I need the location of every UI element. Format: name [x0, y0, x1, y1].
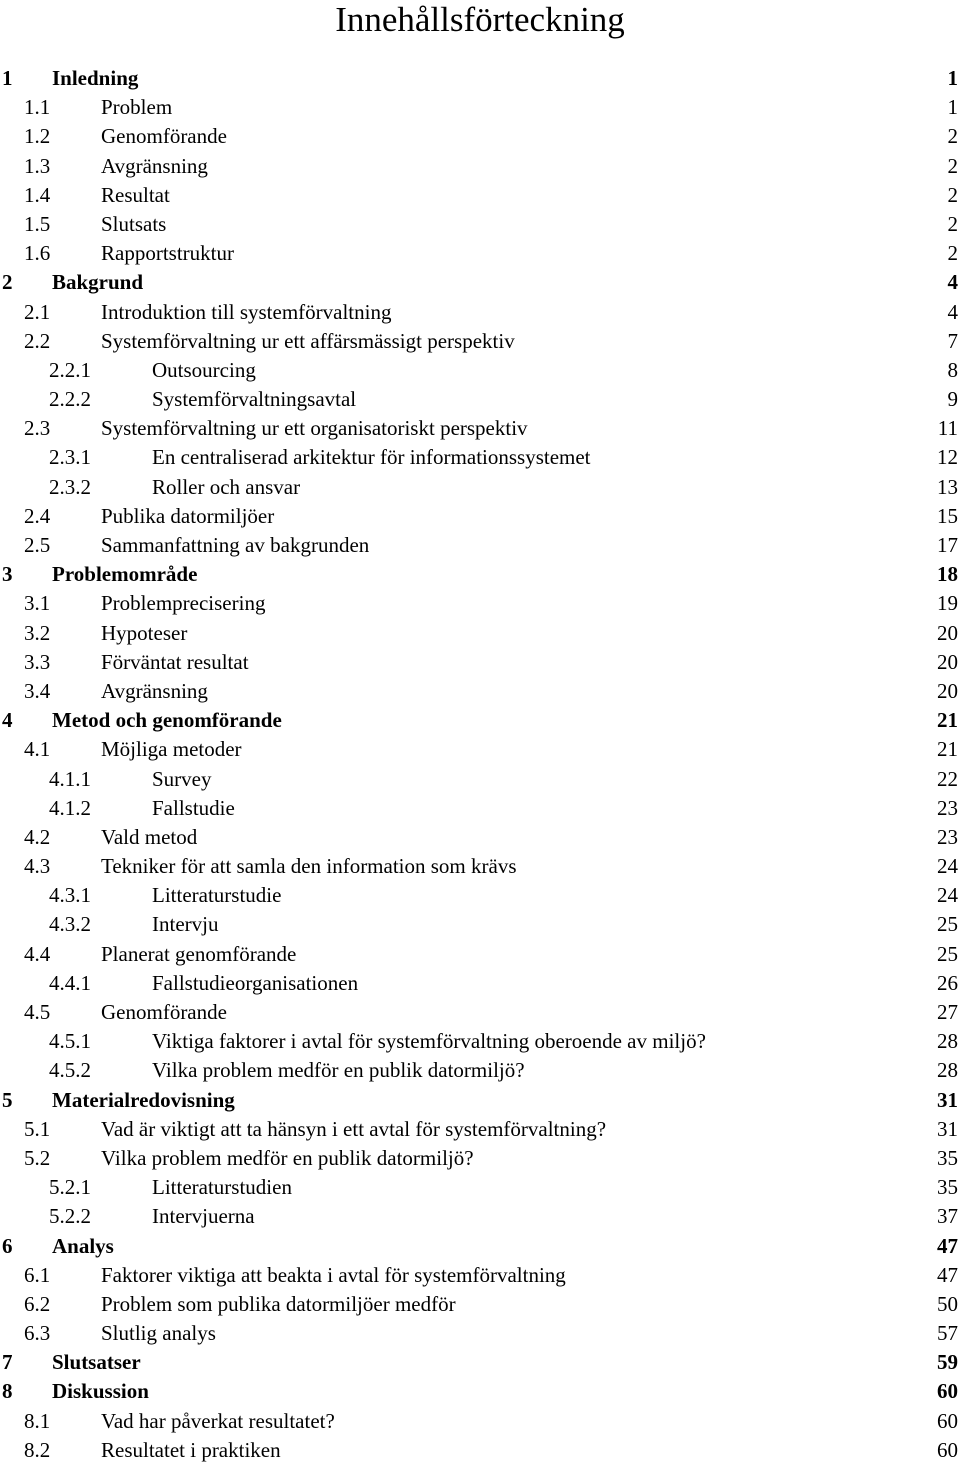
- toc-entry-title: Sammanfattning av bakgrunden: [101, 533, 370, 557]
- toc-entry[interactable]: [0, 64, 960, 93]
- toc-entry-page-number: 20: [937, 649, 958, 674]
- toc-entry-title: Förväntat resultat: [101, 649, 249, 674]
- toc-entry-title: Avgränsning: [101, 678, 208, 703]
- toc-entry-number: 1: [2, 66, 13, 90]
- toc-entry-number: 5.1: [24, 1116, 51, 1141]
- toc-entry-title: Resultat: [101, 182, 170, 207]
- toc-entry-page-number: 24: [937, 883, 958, 908]
- toc-entry-number: 6: [2, 1233, 13, 1258]
- toc-entry[interactable]: [0, 794, 960, 823]
- toc-entry[interactable]: [0, 210, 960, 239]
- toc-entry-page-number: 12: [937, 445, 958, 470]
- toc-entry-title: Resultatet i praktiken: [101, 1437, 281, 1462]
- toc-entry-title: Materialredovisning: [52, 1087, 235, 1112]
- toc-entry-number: 4.1: [24, 737, 51, 762]
- toc-entry-title: Inledning: [52, 66, 139, 90]
- toc-entry-title: Viktiga faktorer i avtal för systemförvaltning oberoende av miljö?: [152, 1029, 706, 1054]
- table-of-contents: [0, 64, 960, 1465]
- toc-entry-title: Litteraturstudie: [152, 883, 282, 908]
- toc-entry-number: 1.1: [24, 95, 51, 120]
- toc-entry-title: Tekniker för att samla den information som krävs: [101, 854, 517, 879]
- toc-entry-page-number: 13: [937, 474, 958, 499]
- toc-entry-number: 5: [2, 1087, 13, 1112]
- toc-entry-number: 2.3.2: [49, 474, 91, 499]
- toc-entry-title: Systemförvaltningsavtal: [152, 387, 357, 412]
- toc-entry-page-number: 15: [937, 503, 958, 528]
- toc-entry-number: 3.1: [24, 591, 51, 616]
- toc-entry-title: Problemprecisering: [101, 591, 266, 616]
- toc-entry-number: 7: [2, 1350, 13, 1375]
- toc-entry-number: 4.4.1: [49, 970, 91, 995]
- toc-entry[interactable]: [0, 1202, 960, 1231]
- toc-entry-number: 4.1.1: [49, 766, 91, 791]
- toc-entry-page-number: 18: [937, 562, 958, 587]
- toc-entry-title: Metod och genomförande: [52, 708, 282, 733]
- toc-entry-title: Problemområde: [52, 562, 198, 587]
- toc-entry[interactable]: [0, 239, 960, 268]
- toc-entry-number: 3.3: [24, 649, 51, 674]
- toc-entry-number: 8: [2, 1379, 13, 1404]
- toc-entry-title: Rapportstruktur: [101, 241, 234, 266]
- toc-entry-title: Slutsatser: [52, 1350, 141, 1375]
- toc-entry[interactable]: [0, 385, 960, 414]
- toc-entry-title: Slutlig analys: [101, 1321, 216, 1346]
- toc-entry-number: 1.2: [24, 124, 51, 149]
- toc-entry-number: 2.3: [24, 416, 51, 441]
- toc-entry-number: 2.4: [24, 503, 51, 528]
- toc-entry-title: Intervju: [152, 912, 219, 937]
- toc-entry[interactable]: [0, 1086, 960, 1115]
- toc-entry[interactable]: [0, 1348, 960, 1377]
- toc-entry[interactable]: [0, 327, 960, 356]
- toc-entry-page-number: 2: [947, 241, 958, 266]
- toc-entry-title: Vad har påverkat resultatet?: [101, 1408, 335, 1433]
- toc-entry[interactable]: [0, 93, 960, 122]
- toc-entry[interactable]: [0, 443, 960, 472]
- toc-entry-page-number: 25: [937, 941, 958, 966]
- toc-entry-title: Vad är viktigt att ta hänsyn i ett avtal för systemförvaltning?: [101, 1116, 607, 1141]
- toc-entry-number: 4.3.1: [49, 883, 91, 908]
- toc-entry-title: Analys: [52, 1233, 114, 1258]
- toc-entry-number: 2.2.1: [49, 357, 91, 382]
- toc-entry-number: 1.4: [24, 182, 51, 207]
- toc-entry[interactable]: [0, 298, 960, 327]
- toc-entry-title: Problem: [101, 95, 173, 120]
- toc-entry-page-number: 37: [937, 1204, 958, 1229]
- toc-entry[interactable]: [0, 677, 960, 706]
- toc-entry[interactable]: [0, 1290, 960, 1319]
- toc-entry-page-number: 31: [937, 1116, 958, 1141]
- page-title: Innehållsförteckning: [335, 0, 625, 39]
- toc-entry-page-number: 21: [937, 737, 958, 762]
- toc-entry-number: 2.2: [24, 328, 51, 353]
- toc-entry[interactable]: [0, 268, 960, 297]
- toc-entry-page-number: 23: [937, 824, 958, 849]
- toc-entry[interactable]: [0, 152, 960, 181]
- toc-entry-page-number: 8: [947, 357, 958, 382]
- toc-entry-page-number: 2: [947, 124, 958, 149]
- toc-entry-title: Intervjuerna: [152, 1204, 255, 1229]
- toc-entry-number: 5.2.2: [49, 1204, 91, 1229]
- toc-entry-number: 2.1: [24, 299, 51, 324]
- toc-entry-title: Diskussion: [52, 1379, 149, 1404]
- toc-entry-title: Planerat genomförande: [101, 941, 297, 966]
- toc-entry-number: 5.2: [24, 1145, 51, 1170]
- toc-entry-number: 5.2.1: [49, 1175, 91, 1200]
- toc-entry-number: 4.2: [24, 824, 51, 849]
- toc-entry-number: 4.1.2: [49, 795, 91, 820]
- toc-entry-title: Vald metod: [101, 824, 198, 849]
- toc-entry-title: Survey: [152, 766, 212, 791]
- toc-entry-number: 1.3: [24, 153, 51, 178]
- toc-entry-page-number: 1: [947, 66, 958, 90]
- toc-entry[interactable]: [0, 589, 960, 618]
- toc-entry-page-number: 9: [947, 387, 958, 412]
- toc-entry[interactable]: [0, 122, 960, 151]
- toc-entry-title: Introduktion till systemförvaltning: [101, 299, 392, 324]
- toc-entry-page-number: 23: [937, 795, 958, 820]
- toc-entry-number: 4.4: [24, 941, 51, 966]
- toc-entry-page-number: 28: [937, 1029, 958, 1054]
- toc-entry-number: 4.5: [24, 1000, 51, 1024]
- toc-entry-page-number: 60: [937, 1437, 958, 1462]
- toc-entry-page-number: 11: [937, 416, 958, 441]
- toc-entry-page-number: 25: [937, 912, 958, 937]
- toc-entry-page-number: 7: [947, 328, 958, 353]
- toc-entry[interactable]: [0, 1436, 960, 1465]
- toc-entry[interactable]: [0, 735, 960, 764]
- toc-entry-number: 1.5: [24, 211, 51, 236]
- toc-entry-number: 3.2: [24, 620, 51, 645]
- toc-entry-title: Fallstudie: [152, 795, 235, 820]
- toc-entry[interactable]: [0, 1173, 960, 1202]
- toc-entry[interactable]: [0, 998, 960, 1027]
- toc-entry-title: Vilka problem medför en publik datormiljö?: [152, 1058, 525, 1083]
- toc-entry-page-number: 59: [937, 1350, 958, 1375]
- toc-entry-page-number: 19: [937, 591, 958, 616]
- toc-entry[interactable]: [0, 910, 960, 939]
- toc-entry-title: Publika datormiljöer: [101, 503, 275, 528]
- toc-entry[interactable]: [0, 1027, 960, 1056]
- toc-entry-title: Systemförvaltning ur ett affärsmässigt perspektiv: [101, 328, 515, 353]
- toc-entry-title: Fallstudieorganisationen: [152, 970, 359, 995]
- toc-entry-page-number: 1: [947, 95, 958, 120]
- toc-entry-page-number: 21: [937, 708, 958, 733]
- toc-entry-page-number: 4: [947, 270, 958, 295]
- toc-entry-title: Outsourcing: [152, 357, 256, 382]
- toc-entry[interactable]: [0, 502, 960, 531]
- toc-entry-number: 3: [2, 562, 13, 587]
- toc-entry-page-number: 27: [937, 1000, 958, 1024]
- toc-entry-number: 2.2.2: [49, 387, 91, 412]
- toc-entry-title: Genomförande: [101, 124, 227, 149]
- toc-entry-number: 3.4: [24, 678, 51, 703]
- toc-entry[interactable]: [0, 1115, 960, 1144]
- toc-entry-page-number: 47: [937, 1262, 958, 1287]
- toc-entry-title: Faktorer viktiga att beakta i avtal för systemförvaltning: [101, 1262, 566, 1287]
- toc-entry-page-number: 28: [937, 1058, 958, 1083]
- toc-entry-page-number: 60: [937, 1408, 958, 1433]
- toc-entry-number: 2.3.1: [49, 445, 91, 470]
- toc-entry-page-number: 35: [937, 1145, 958, 1170]
- toc-entry-page-number: 22: [937, 766, 958, 791]
- toc-entry-page-number: 4: [947, 299, 958, 324]
- toc-entry-page-number: 24: [937, 854, 958, 879]
- toc-entry[interactable]: [0, 1232, 960, 1261]
- toc-entry-number: 1.6: [24, 241, 51, 266]
- toc-entry-title: Systemförvaltning ur ett organisatoriskt perspektiv: [101, 416, 528, 441]
- toc-entry[interactable]: [0, 181, 960, 210]
- toc-entry[interactable]: [0, 414, 960, 443]
- toc-entry-number: 6.3: [24, 1321, 51, 1346]
- toc-entry-title: Avgränsning: [101, 153, 208, 178]
- toc-entry-title: Problem som publika datormiljöer medför: [101, 1291, 456, 1316]
- toc-entry-title: Hypoteser: [101, 620, 188, 645]
- toc-entry-title: Möjliga metoder: [101, 737, 242, 762]
- toc-entry-number: 2: [2, 270, 13, 295]
- toc-entry-page-number: 35: [937, 1175, 958, 1200]
- toc-entry[interactable]: [0, 1144, 960, 1173]
- toc-entry-page-number: 20: [937, 620, 958, 645]
- toc-entry[interactable]: [0, 531, 960, 560]
- toc-entry-page-number: 60: [937, 1379, 958, 1404]
- toc-entry[interactable]: [0, 1261, 960, 1290]
- toc-entry-number: 8.2: [24, 1437, 51, 1462]
- toc-entry[interactable]: [0, 765, 960, 794]
- toc-entry[interactable]: [0, 823, 960, 852]
- toc-entry-title: Litteraturstudien: [152, 1175, 292, 1200]
- toc-entry-page-number: 2: [947, 211, 958, 236]
- toc-entry-number: 4: [2, 708, 13, 733]
- toc-entry-title: En centraliserad arkitektur för informationssystemet: [152, 445, 591, 470]
- toc-entry-page-number: 20: [937, 678, 958, 703]
- toc-entry-number: 6.1: [24, 1262, 51, 1287]
- toc-entry-number: 6.2: [24, 1291, 51, 1316]
- toc-entry-number: 2.5: [24, 533, 51, 557]
- toc-entry-page-number: 31: [937, 1087, 958, 1112]
- toc-entry-title: Bakgrund: [52, 270, 144, 295]
- toc-entry-page-number: 57: [937, 1321, 958, 1346]
- toc-entry-number: 4.3.2: [49, 912, 91, 937]
- toc-entry[interactable]: [0, 648, 960, 677]
- toc-entry[interactable]: [0, 969, 960, 998]
- toc-entry[interactable]: [0, 473, 960, 502]
- toc-entry-number: 4.5.1: [49, 1029, 91, 1054]
- toc-entry-title: Slutsats: [101, 211, 167, 236]
- toc-entry-title: Vilka problem medför en publik datormiljö?: [101, 1145, 474, 1170]
- toc-entry[interactable]: [0, 1319, 960, 1348]
- toc-entry[interactable]: [0, 1377, 960, 1406]
- toc-entry[interactable]: [0, 940, 960, 969]
- toc-entry-page-number: 2: [947, 153, 958, 178]
- toc-entry-page-number: 26: [937, 970, 958, 995]
- toc-entry[interactable]: [0, 356, 960, 385]
- toc-entry-number: 8.1: [24, 1408, 51, 1433]
- toc-entry-title: Roller och ansvar: [152, 474, 301, 499]
- toc-entry[interactable]: [0, 852, 960, 881]
- toc-entry[interactable]: [0, 706, 960, 735]
- toc-entry[interactable]: [0, 881, 960, 910]
- toc-entry-page-number: 47: [937, 1233, 958, 1258]
- toc-entry[interactable]: [0, 619, 960, 648]
- toc-entry-page-number: 50: [937, 1291, 958, 1316]
- toc-entry-page-number: 2: [947, 182, 958, 207]
- toc-entry-number: 4.5.2: [49, 1058, 91, 1083]
- toc-entry[interactable]: [0, 560, 960, 589]
- toc-entry-title: Genomförande: [101, 1000, 227, 1024]
- toc-entry-page-number: 17: [937, 533, 958, 557]
- toc-entry-number: 4.3: [24, 854, 51, 879]
- toc-entry[interactable]: [0, 1056, 960, 1085]
- toc-entry[interactable]: [0, 1407, 960, 1436]
